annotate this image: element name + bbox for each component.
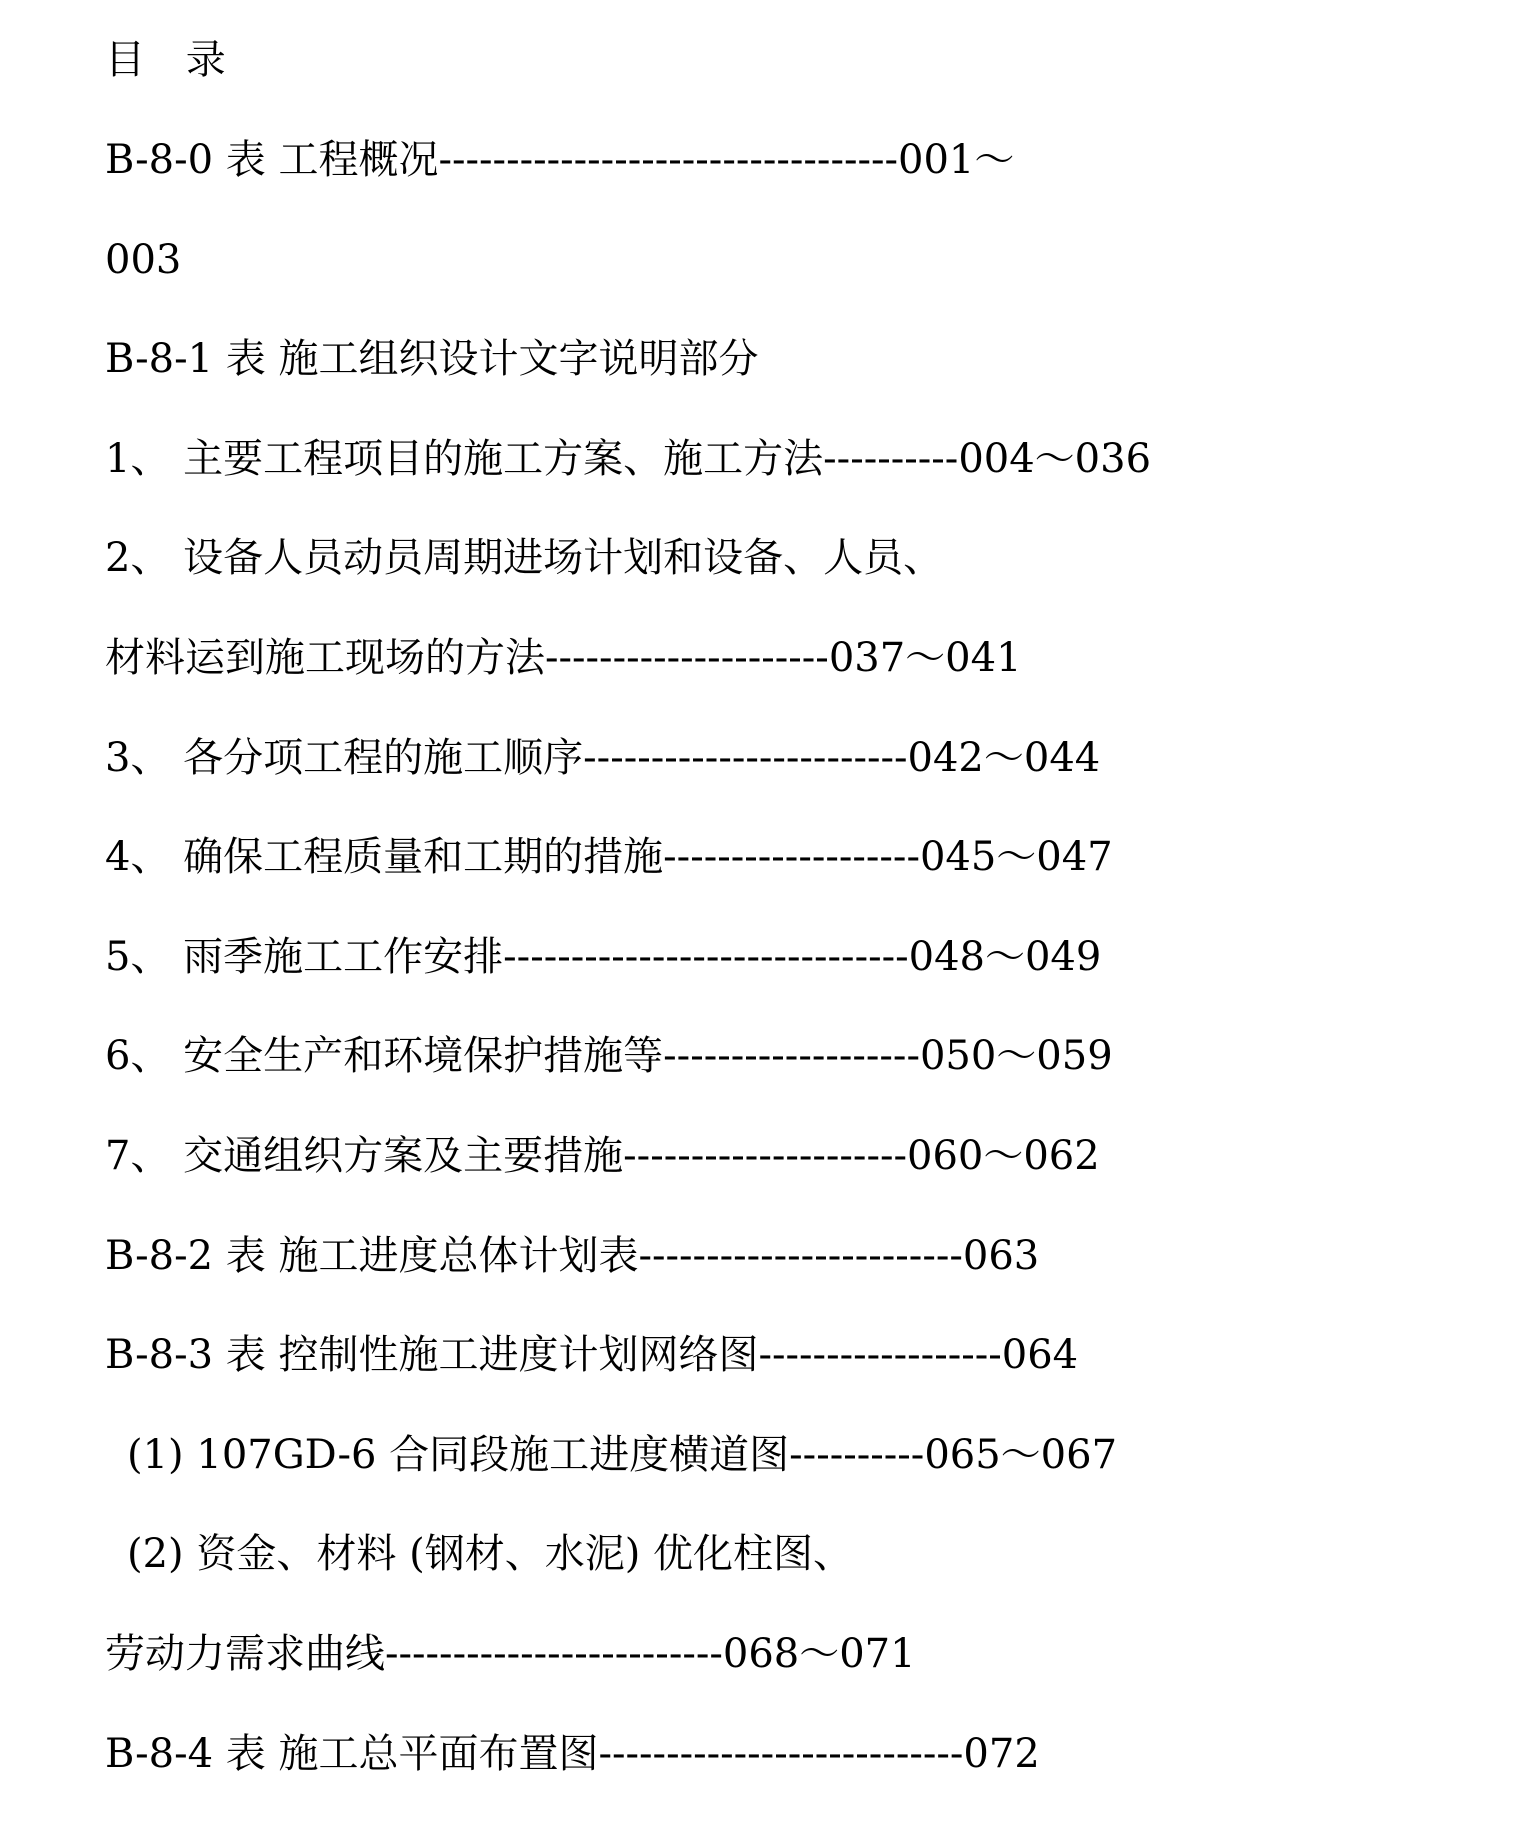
toc-entry-b83-sub-1: (1) 107GD-6 合同段施工进度横道图----------065～067 [127,1431,1118,1478]
toc-entry-3: 3、 各分项工程的施工顺序------------------------042～044 [105,734,1101,781]
toc-entry-b80-continued: 003 [105,236,182,283]
toc-heading: 目 录 [105,37,240,83]
toc-list [105,128,1485,1821]
toc-entry-1: 1、 主要工程项目的施工方案、施工方法----------004～036 [105,435,1152,482]
toc-entry-2: 2、 设备人员动员周期进场计划和设备、人员、 [105,535,944,582]
toc-entry-b82: B-8-2 表 施工进度总体计划表------------------------063 [105,1232,1040,1279]
toc-entry-6: 6、 安全生产和环境保护措施等-------------------050～059 [105,1033,1113,1080]
toc-entry-b83: B-8-3 表 控制性施工进度计划网络图------------------064 [105,1332,1079,1379]
toc-entry-b83-sub-2-continued: 劳动力需求曲线-------------------------068～071 [105,1630,916,1677]
toc-entry-b81: B-8-1 表 施工组织设计文字说明部分 [105,336,759,383]
toc-entry-4: 4、 确保工程质量和工期的措施-------------------045～047 [105,834,1113,881]
toc-entry-2-continued: 材料运到施工现场的方法---------------------037～041 [105,634,1022,681]
toc-entry-7: 7、 交通组织方案及主要措施---------------------060～062 [105,1132,1100,1179]
toc-entry-b83-sub-2: (2) 资金、材料 (钢材、水泥) 优化柱图、 [127,1531,854,1578]
toc-entry-b84: B-8-4 表 施工总平面布置图---------------------------072 [105,1730,1040,1777]
toc-entry-5: 5、 雨季施工工作安排------------------------------048～049 [105,933,1102,980]
toc-entry-b80: B-8-0 表 工程概况----------------------------------001～ [105,137,1015,183]
